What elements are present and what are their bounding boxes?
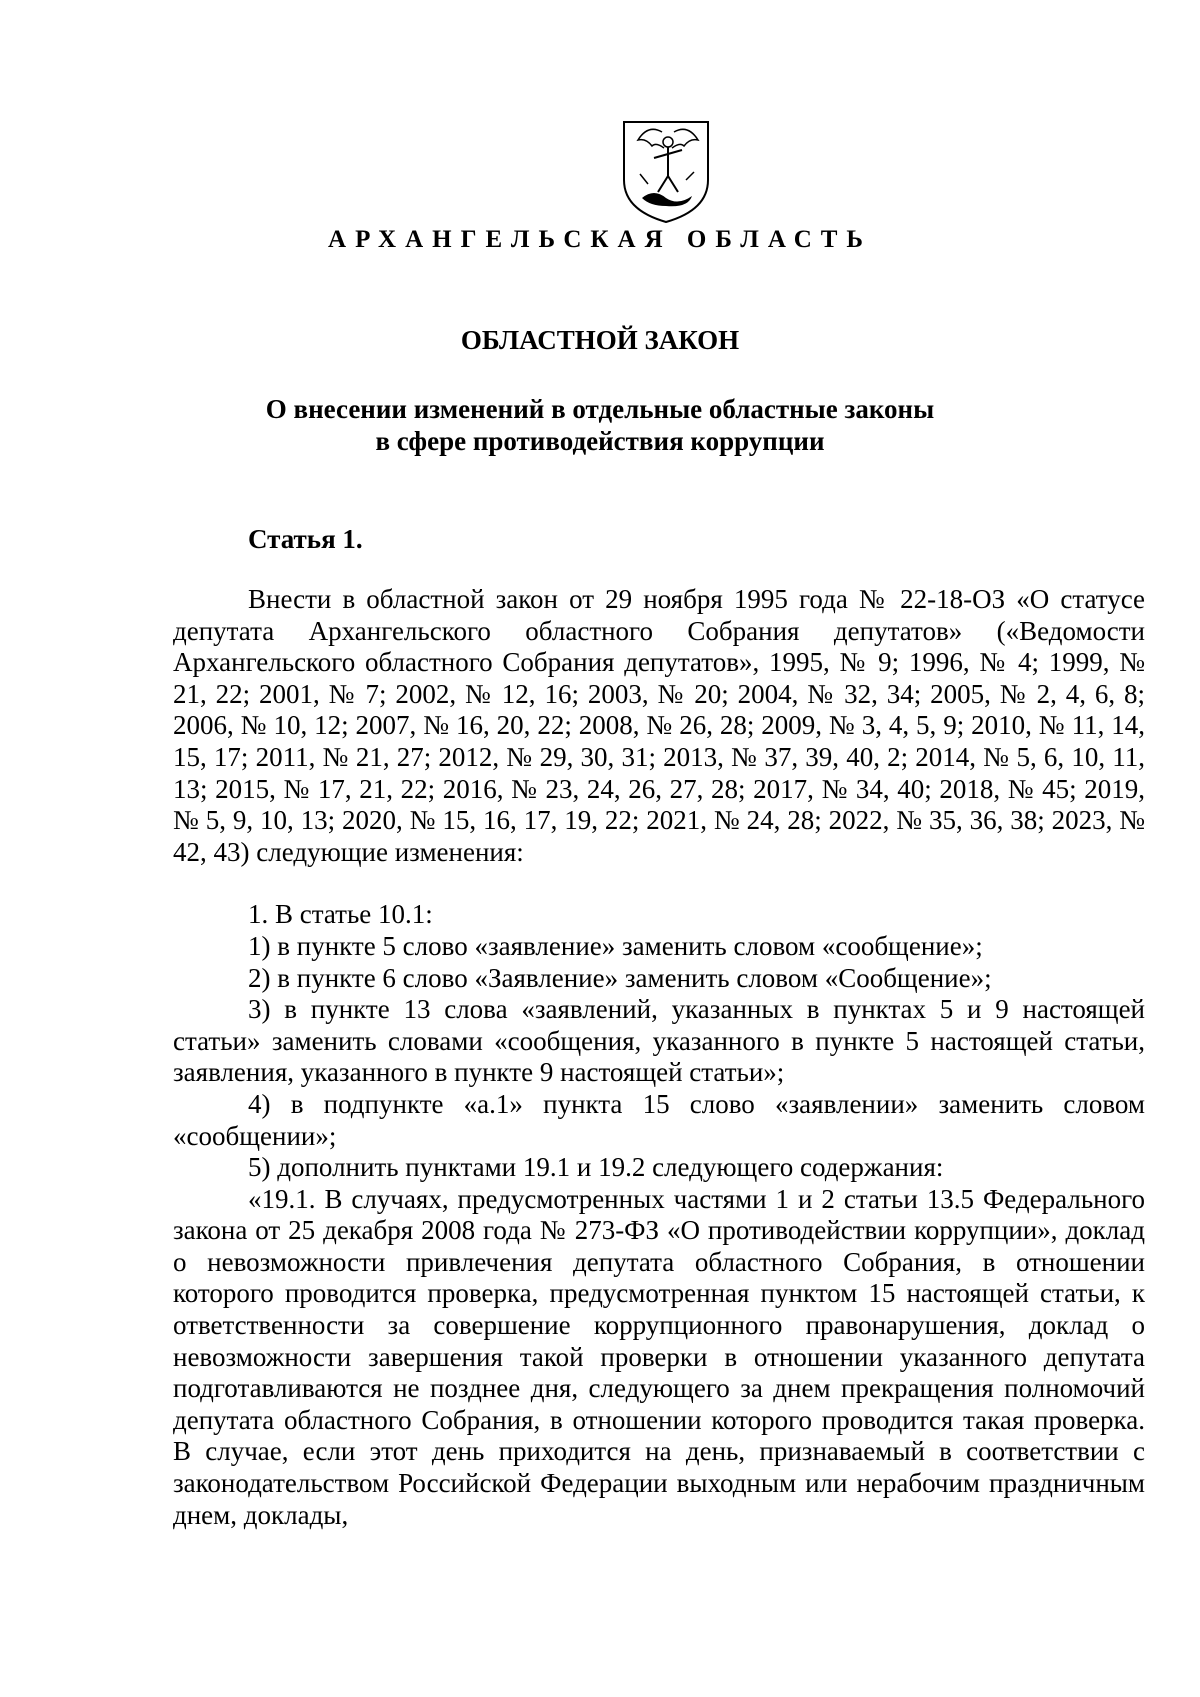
list-item: 4) в подпункте «а.1» пункта 15 слово «заявлении» заменить словом «сообщении»;	[173, 1088, 1145, 1151]
article-intro-paragraph: Внести в областной закон от 29 ноября 1995 года № 22-18-ОЗ «О статусе депутата Архангельского областного Собрания депутатов» («Ведомости Архангельского областного Собрания депутатов», 1995, № 9; 1996, № 4; 1999, № 21, 22; 2001, № 7; 2002, № 12, 16; 2003, № 20; 2004, № 32, 34; 2005, № 2, 4, 6, 8; 2006, № 10, 12; 2007, № 16, 20, 22; 2008, № 26, 28; 2009, № 3, 4, 5, 9; 2010, № 11, 14, 15, 17; 2011, № 21, 27; 2012, № 29, 30, 31; 2013, № 37, 39, 40, 2; 2014, № 5, 6, 10, 11, 13; 2015, № 17, 21, 22; 2016, № 23, 24, 26, 27, 28; 2017, № 34, 40; 2018, № 45; 2019, № 5, 9, 10, 13; 2020, № 15, 16, 17, 19, 22; 2021, № 24, 28; 2022, № 35, 36, 38; 2023, № 42, 43) следующие изменения:	[173, 584, 1145, 867]
region-name: АРХАНГЕЛЬСКАЯ ОБЛАСТЬ	[328, 226, 872, 253]
law-title-line-1: О внесении изменений в отдельные областные законы	[265, 394, 935, 424]
law-title	[0, 393, 1200, 457]
list-item: 2) в пункте 6 слово «Заявление» заменить словом «Сообщение»;	[248, 962, 992, 993]
list-item: 1. В статье 10.1:	[248, 899, 433, 930]
list-item: 3) в пункте 13 слова «заявлений, указанных в пунктах 5 и 9 настоящей статьи» заменить словами «сообщения, указанного в пункте 5 настоящей статьи, заявления, указанного в пункте 9 настоящей статьи»;	[173, 994, 1145, 1088]
article-heading: Статья 1.	[248, 524, 363, 554]
article-body	[173, 584, 1145, 1531]
law-title-line-2: в сфере противодействия коррупции	[375, 426, 825, 456]
list-item: 5) дополнить пунктами 19.1 и 19.2 следующего содержания:	[248, 1152, 944, 1183]
arkhangelsk-coat-of-arms-icon	[618, 118, 714, 224]
list-item: «19.1. В случаях, предусмотренных частями 1 и 2 статьи 13.5 Федерального закона от 25 декабря 2008 года № 273-ФЗ «О противодействии коррупции», доклад о невозможности привлечения депутата областного Собрания, в отношении которого проводится проверка, предусмотренная пунктом 15 настоящей статьи, к ответственности за совершение коррупционного правонарушения, доклад о невозможности завершения такой проверки в отношении указанного депутата подготавливаются не позднее дня, следующего за днем прекращения полномочий депутата областного Собрания, в отношении которого проводится такая проверка. В случае, если этот день приходится на день, признаваемый в соответствии с законодательством Российской Федерации выходным или нерабочим праздничным днем, доклады,	[173, 1183, 1145, 1530]
list-item: 1) в пункте 5 слово «заявление» заменить словом «сообщение»;	[248, 930, 983, 961]
law-type: ОБЛАСТНОЙ ЗАКОН	[460, 325, 740, 355]
